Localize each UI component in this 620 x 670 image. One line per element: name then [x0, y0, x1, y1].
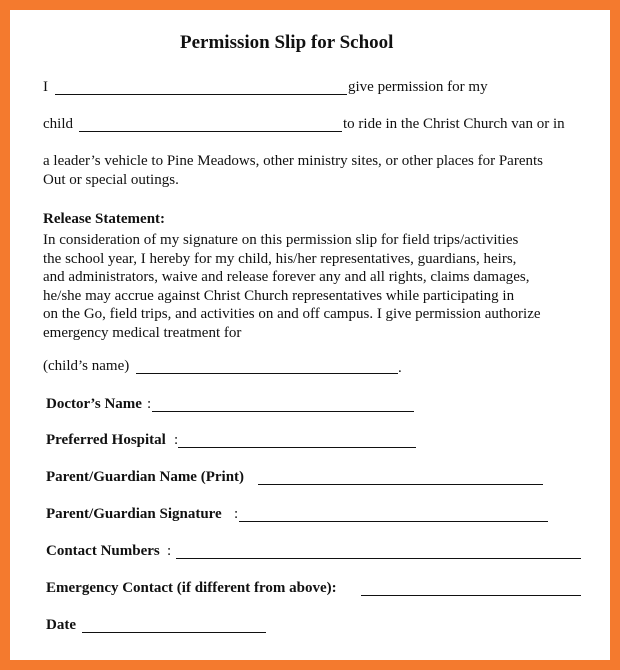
line3-text: Out or special outings. — [43, 172, 179, 188]
child-name-blank[interactable] — [79, 131, 342, 132]
date-label: Date — [46, 617, 76, 633]
guardian-name-field[interactable] — [258, 484, 543, 485]
childs-name-label: (child’s name) — [43, 358, 130, 374]
line1-tail: give permission for my — [348, 79, 488, 95]
doctor-sep: : — [147, 396, 152, 412]
release-line: he/she may accrue against Christ Church representatives while participating in — [43, 287, 515, 304]
release-line: and administrators, waive and release forever any and all rights, claims damages, — [43, 269, 530, 286]
emergency-contact-field[interactable] — [361, 595, 581, 596]
release-line: on the Go, field trips, and activities on and off campus. I give permission authorize — [43, 306, 541, 323]
contact-numbers-label: Contact Numbers — [46, 543, 160, 559]
line3-text: a leader’s vehicle to Pine Meadows, other ministry sites, or other places for Parents — [43, 153, 544, 169]
line2-lead: child — [43, 116, 73, 132]
parent-name-blank[interactable] — [55, 94, 347, 95]
release-paragraph — [43, 231, 603, 343]
hospital-sep: : — [174, 432, 179, 448]
doctor-label: Doctor’s Name — [46, 396, 142, 412]
guardian-signature-field[interactable] — [239, 521, 548, 522]
doctor-field[interactable] — [152, 411, 414, 412]
contact-numbers-sep: : — [167, 543, 172, 559]
emergency-contact-label: Emergency Contact (if different from above): — [46, 580, 337, 596]
release-heading: Release Statement: — [43, 211, 166, 227]
release-line: In consideration of my signature on this permission slip for field trips/activities — [43, 232, 519, 248]
page-title: Permission Slip for School — [180, 32, 394, 53]
hospital-field[interactable] — [178, 447, 416, 448]
childs-name-blank[interactable] — [136, 373, 398, 374]
guardian-signature-label: Parent/Guardian Signature — [46, 506, 222, 522]
guardian-signature-sep: : — [234, 506, 239, 522]
contact-numbers-field[interactable] — [176, 558, 581, 559]
permission-slip-page — [10, 10, 610, 660]
date-field[interactable] — [82, 632, 266, 633]
release-line: emergency medical treatment for — [43, 324, 242, 341]
line1-lead: I — [43, 79, 48, 95]
guardian-name-label: Parent/Guardian Name (Print) — [46, 469, 245, 485]
line2-tail: to ride in the Christ Church van or in — [343, 116, 565, 132]
release-line: the school year, I hereby for my child, his/her representatives, guardians, heirs, — [43, 250, 517, 267]
hospital-label: Preferred Hospital — [46, 432, 166, 448]
childs-name-end: . — [398, 360, 402, 376]
